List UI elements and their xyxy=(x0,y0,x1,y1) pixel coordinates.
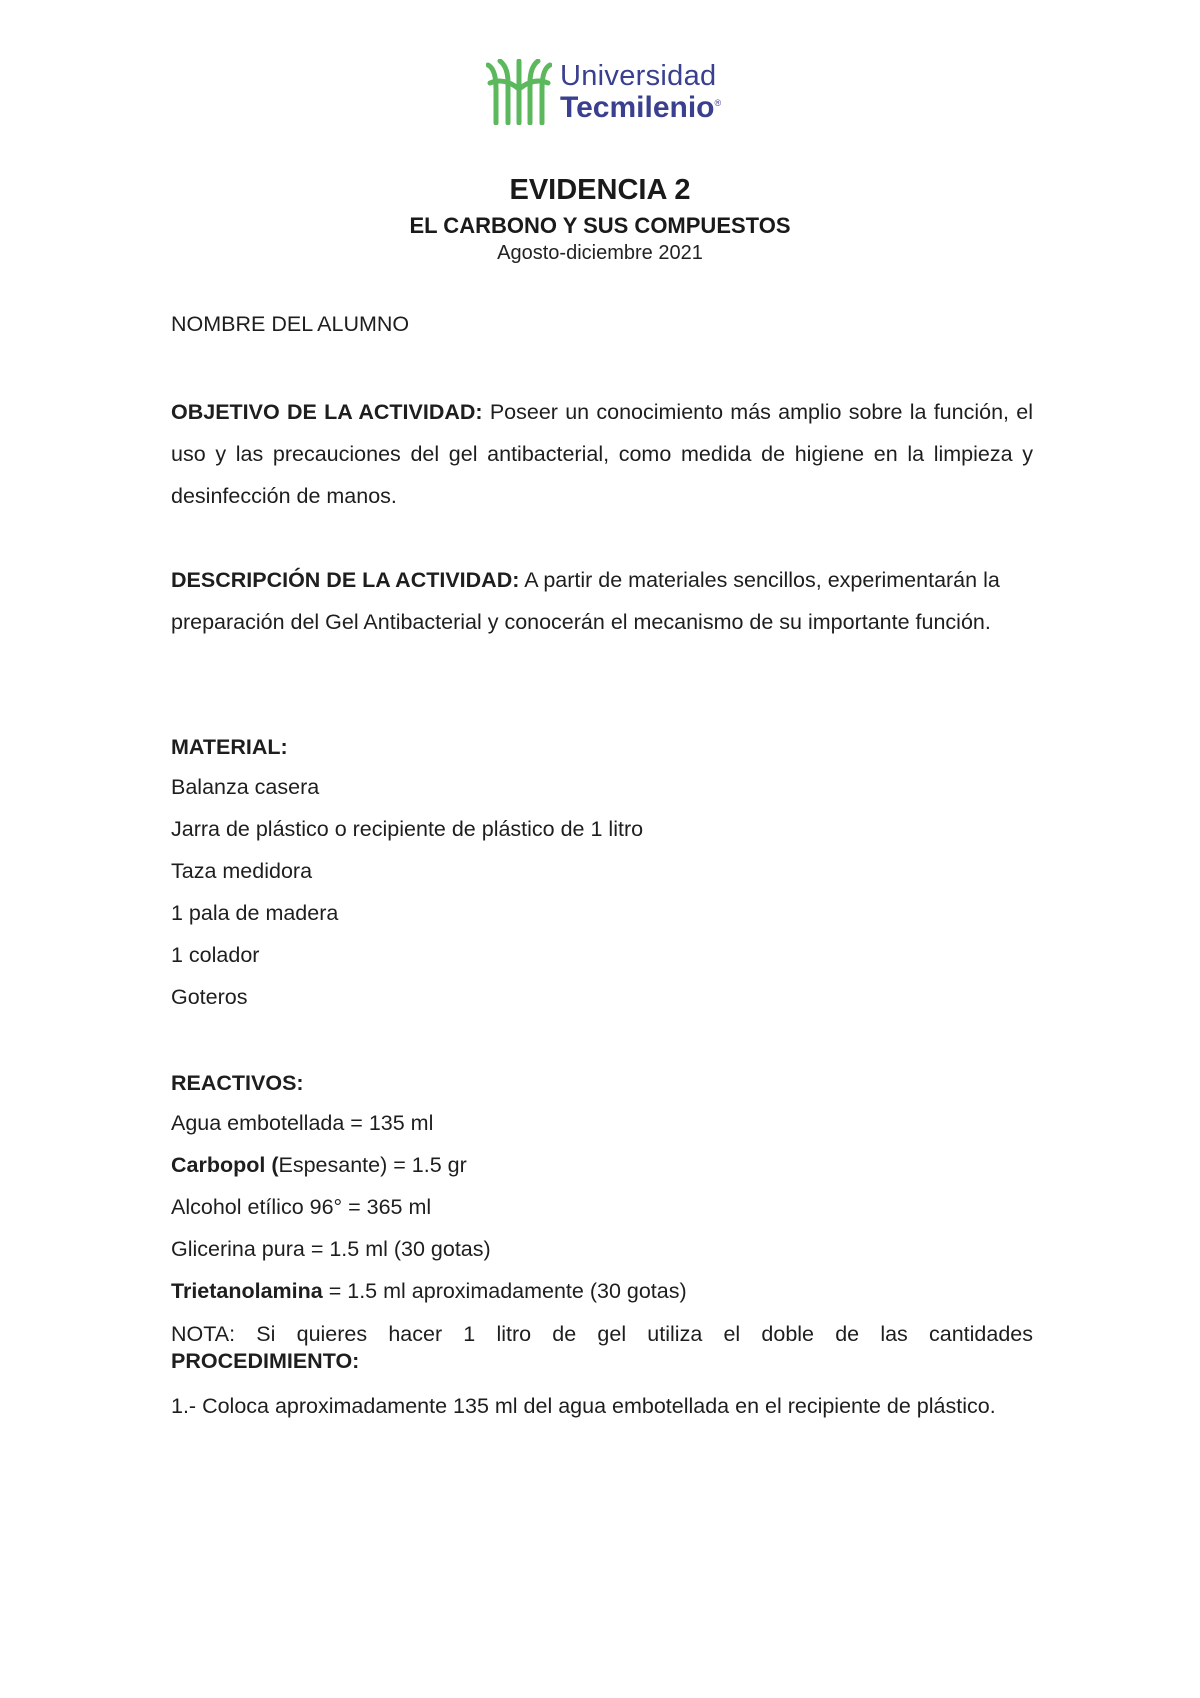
reactivo-item: Alcohol etílico 96° = 365 ml xyxy=(171,1195,432,1219)
registered-mark: ® xyxy=(714,97,722,108)
tecmilenio-leaf-icon xyxy=(486,59,552,125)
reactivo-bold: Carbopol ( xyxy=(171,1153,279,1177)
description-label: DESCRIPCIÓN DE LA ACTIVIDAD: xyxy=(171,568,520,592)
material-item: 1 pala de madera xyxy=(171,901,339,925)
material-item: 1 colador xyxy=(171,943,260,967)
description-paragraph xyxy=(171,559,1033,643)
reactivo-bold: Trietanolamina xyxy=(171,1279,323,1303)
procedure-step: 1.- Coloca aproximadamente 135 ml del agua embotellada en el recipiente de plástico. xyxy=(171,1394,996,1418)
reactivo-item xyxy=(171,1153,467,1178)
reactivo-rest: = 1.5 ml aproximadamente (30 gotas) xyxy=(322,1279,687,1303)
logo-line-universidad: Universidad xyxy=(560,59,717,92)
procedure-heading: PROCEDIMIENTO: xyxy=(171,1349,360,1373)
university-logo xyxy=(486,56,721,128)
student-name-label: NOMBRE DEL ALUMNO xyxy=(171,312,410,336)
reactivo-rest: Espesante) = 1.5 gr xyxy=(278,1153,467,1177)
note-line: NOTA: Si quieres hacer 1 litro de gel utiliza el doble de las cantidades xyxy=(171,1322,1033,1346)
material-item: Jarra de plástico o recipiente de plástico de 1 litro xyxy=(171,817,644,841)
objective-paragraph xyxy=(171,391,1033,517)
reactivo-item: Agua embotellada = 135 ml xyxy=(171,1111,434,1135)
description-text: A partir de materiales sencillos, experimentarán la preparación del Gel Antibacterial y conocerán el mecanismo de su importante función. xyxy=(171,568,1000,634)
document-title: EVIDENCIA 2 xyxy=(509,174,691,206)
reactivos-heading: REACTIVOS: xyxy=(171,1071,304,1095)
reactivo-item xyxy=(171,1279,687,1304)
material-item: Goteros xyxy=(171,985,248,1009)
document-subtitle: EL CARBONO Y SUS COMPUESTOS xyxy=(409,213,791,238)
objective-text: Poseer un conocimiento más amplio sobre la función, el uso y las precauciones del gel antibacterial, como medida de higiene en la limpieza y desinfección de manos. xyxy=(171,400,1033,508)
material-item: Taza medidora xyxy=(171,859,313,883)
objective-label: OBJETIVO DE LA ACTIVIDAD: xyxy=(171,400,483,424)
document-period: Agosto-diciembre 2021 xyxy=(497,242,703,264)
material-item: Balanza casera xyxy=(171,775,320,799)
logo-line-tecmilenio xyxy=(560,90,722,124)
material-heading: MATERIAL: xyxy=(171,735,288,759)
logo-tecmilenio-text: Tecmilenio xyxy=(560,90,715,124)
reactivo-item: Glicerina pura = 1.5 ml (30 gotas) xyxy=(171,1237,491,1261)
